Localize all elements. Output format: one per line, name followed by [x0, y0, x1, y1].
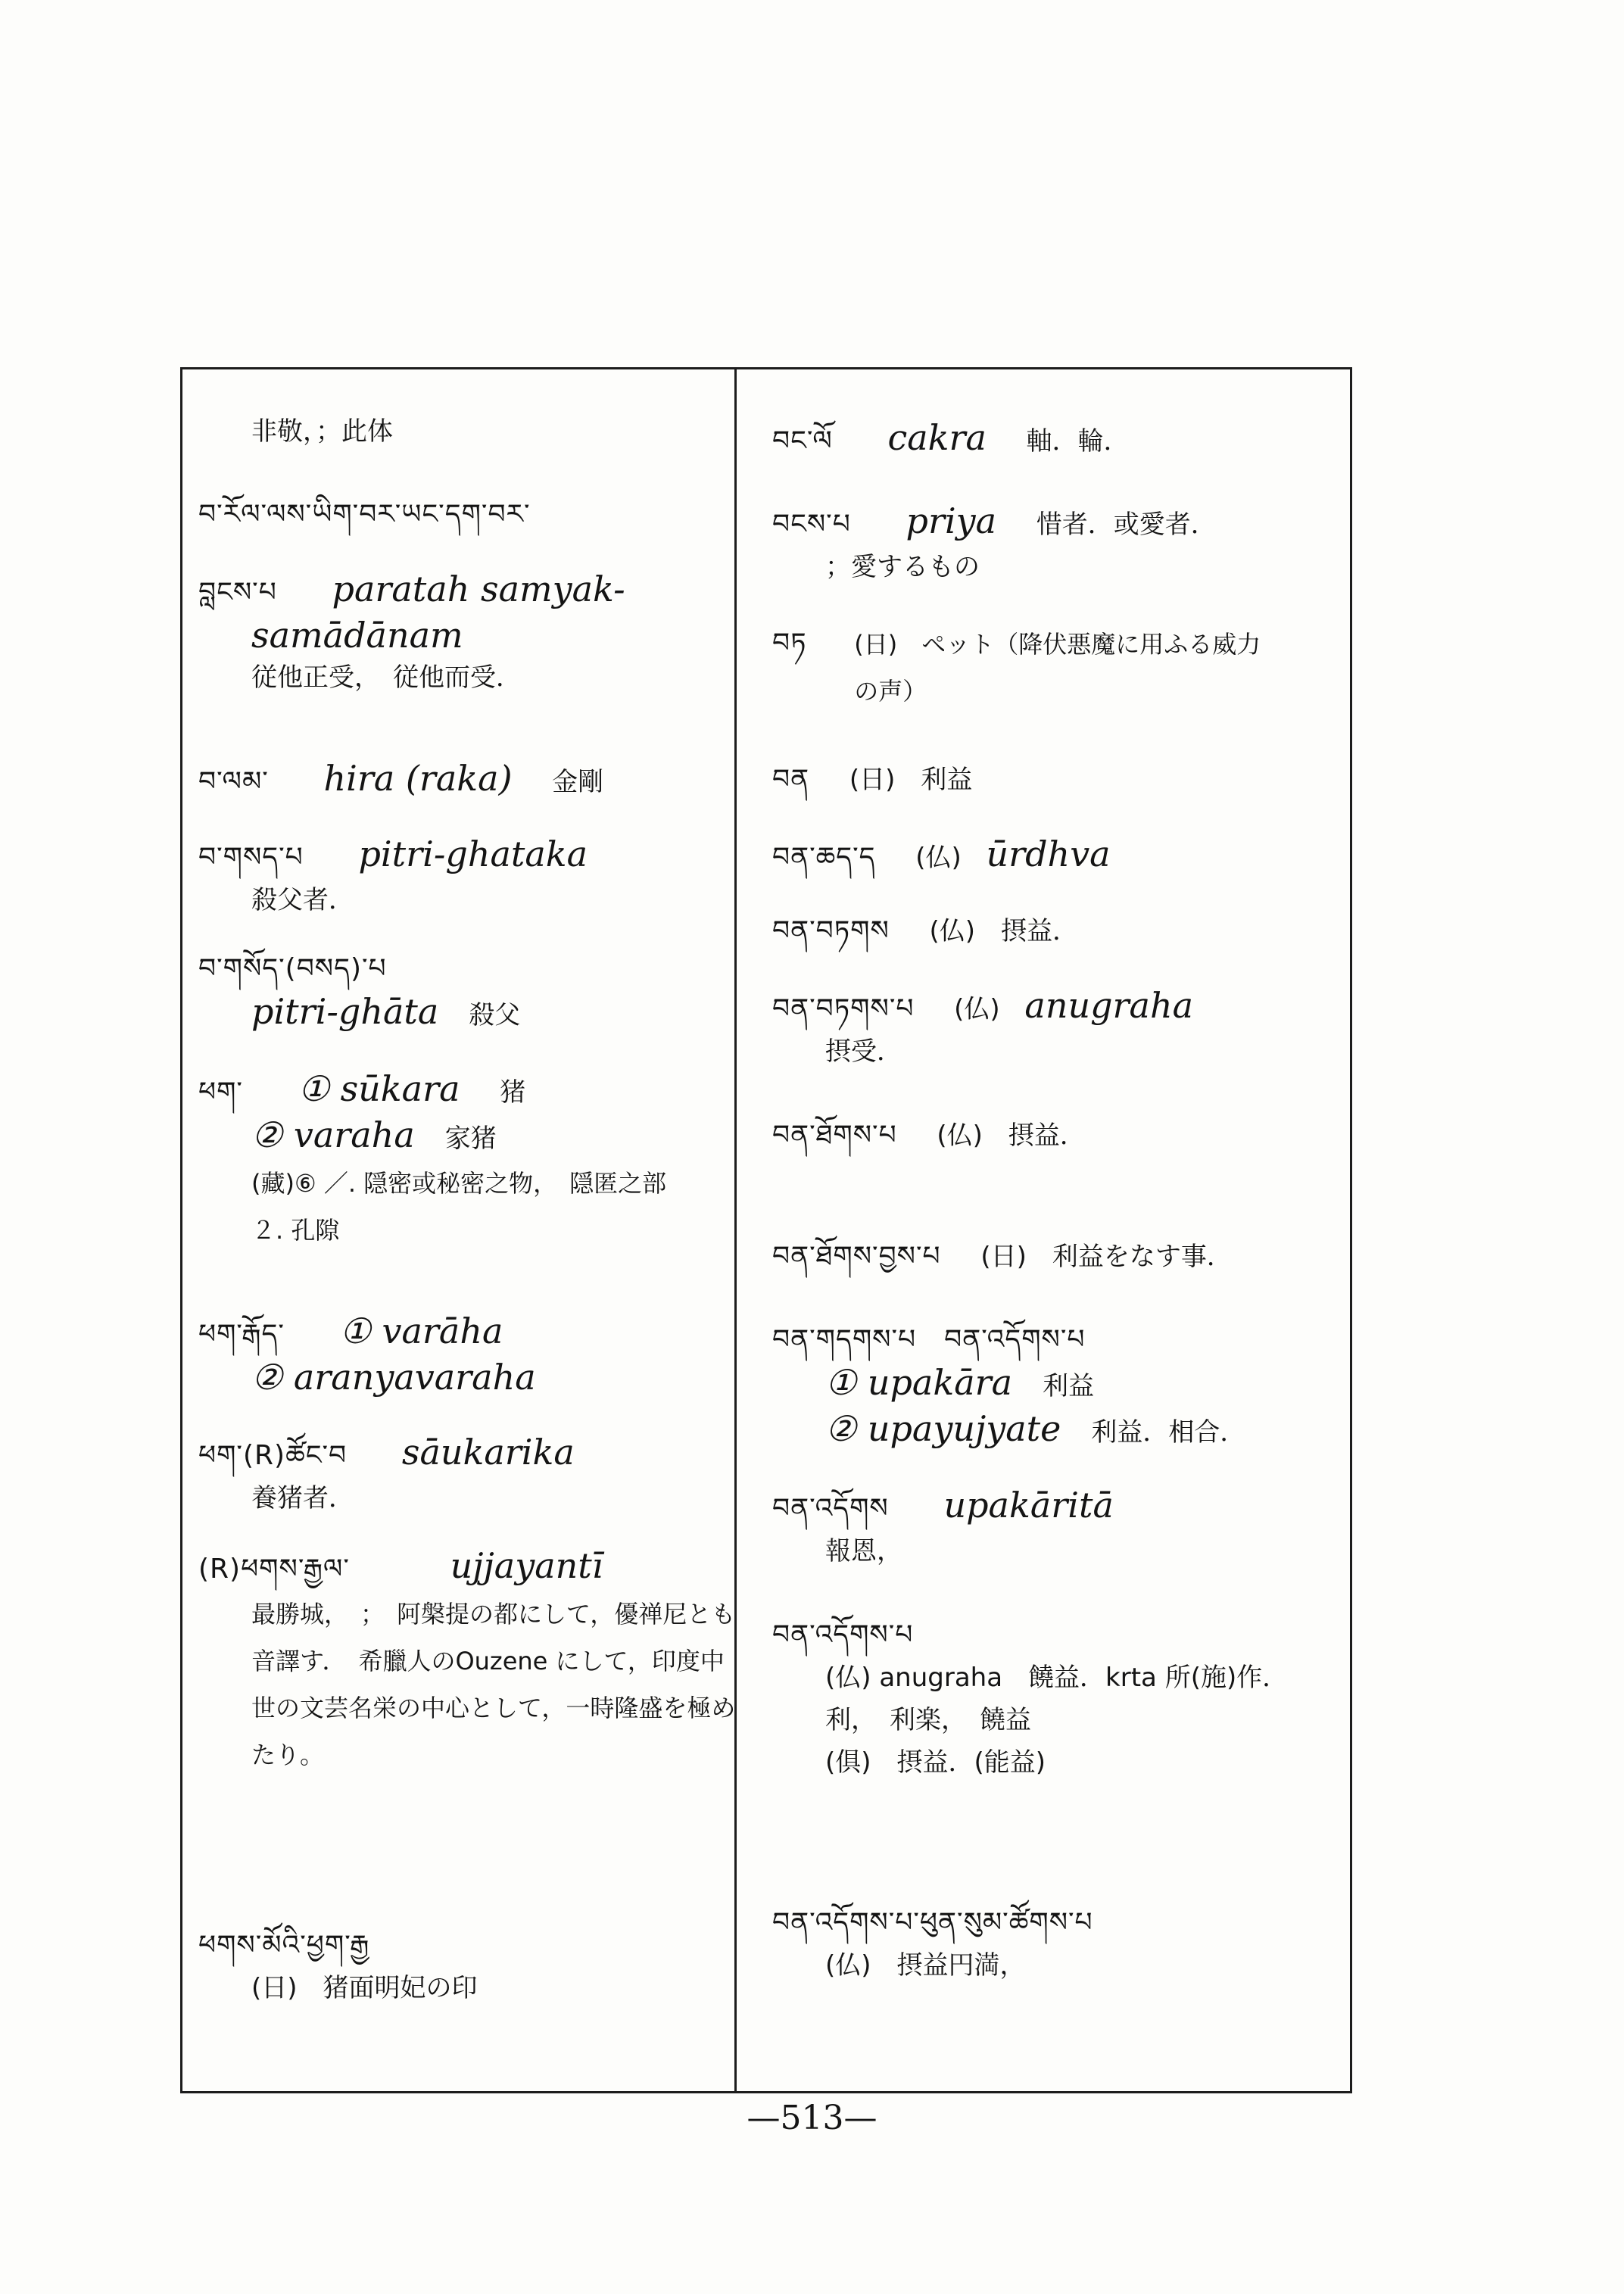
entry-gloss: 養猪者． [251, 1483, 354, 1513]
entry-tibetan: བན་ཐོགས་པ [772, 1120, 897, 1151]
entry-sanskrit: upakāritā [943, 1485, 1114, 1526]
dict-entry [198, 1544, 736, 1778]
entry-gloss: 非敬，；此体 [251, 416, 393, 447]
entry-gloss: (仏) anugraha 饒益．krta 所(施)作． [825, 1663, 1289, 1693]
entry-tibetan: བན་གདགས་པ བན་འདོགས་པ [772, 1324, 1086, 1355]
entry-tibetan: བན་འདོགས [772, 1493, 889, 1524]
dict-entry [198, 492, 728, 536]
dict-entry [198, 946, 728, 1036]
entry-sanskrit: sāukarika [401, 1432, 575, 1473]
dict-entry [772, 1900, 1340, 1987]
entry-sanskrit: priya [906, 500, 997, 541]
entry-gloss: (仏) [954, 994, 1000, 1024]
dict-entry [198, 1431, 728, 1519]
entry-gloss: (仏) 摂益円満， [825, 1950, 1026, 1981]
entry-gloss: 殺父者． [251, 885, 354, 915]
entry-gloss: 金剛 [552, 767, 604, 797]
entry-sanskrit-cont: samādānam [251, 615, 463, 656]
entry-sanskrit: ūrdhva [986, 834, 1111, 874]
entry-gloss: 軸．輪． [1026, 426, 1130, 457]
entry-tibetan: བཏ [772, 628, 807, 659]
entry-gloss-3: (俱) 摂益．(能益) [825, 1747, 1046, 1778]
dict-entry [772, 416, 1340, 463]
entry-gloss-2: 摂受． [825, 1036, 902, 1067]
entry-sanskrit [251, 990, 728, 1036]
entry-tibetan: བང་ལོ [772, 425, 833, 457]
entry-sanskrit-text: ② upayujyate [825, 1408, 1061, 1449]
entry-gloss-2: 利， 利楽， 饒益 [825, 1705, 1031, 1735]
dict-entry [772, 1234, 1340, 1278]
dict-entry [772, 909, 1340, 952]
entry-sanskrit: ① sūkara [298, 1068, 460, 1109]
dict-entry [198, 409, 728, 453]
dict-entry [198, 833, 728, 921]
dict-entry [772, 757, 1340, 801]
entry-sanskrit: anugraha [1024, 985, 1194, 1026]
entry-sanskrit-text: ② varaha [251, 1114, 415, 1155]
entry-sanskrit: hira (raka) [323, 758, 513, 799]
dict-entry [198, 1068, 728, 1254]
entry-note: 最勝城， ； 阿槃提の都にして，優禅尼とも音譯す． 希臘人のOuzene にして，印度中世の文芸名栄の中心として，一時隆盛を極めたり。 [251, 1600, 736, 1769]
entry-tibetan: བ་གསད་པ [198, 842, 304, 873]
entry-tibetan: ཕགས་མོའི་ཕྱག་རྒྱ [198, 1930, 370, 1961]
dict-entry [772, 1113, 1340, 1157]
entry-tibetan: ཕག་རྒོད་ [198, 1319, 285, 1350]
entry-gloss-2: ；愛するもの [825, 552, 980, 582]
dict-entry [198, 1923, 728, 2009]
dict-entry [772, 500, 1340, 588]
entry-gloss: 家猪 [444, 1124, 497, 1154]
entry-gloss: (日) ペット（降伏悪魔に用ふる威力の声） [854, 630, 1261, 706]
entry-gloss: 利益 [1043, 1371, 1095, 1401]
entry-sanskrit: paratah samyak- [332, 569, 625, 609]
dict-entry [198, 757, 728, 803]
entry-tibetan: བན་འདོགས་པ [772, 1619, 914, 1650]
entry-gloss: (日) 猪面明妃の印 [251, 1973, 478, 2003]
entry-sanskrit-text: pitri-ghāta [251, 991, 439, 1032]
entry-tibetan: བ་ཪོལ་ལས་ཡིག་བར་ཡང་དག་བར་ [198, 499, 531, 530]
dict-entry [198, 1310, 728, 1398]
entry-tibetan: བན་ཆད་ད [772, 842, 876, 873]
entry-gloss: (日) 利益をなす事． [980, 1242, 1233, 1272]
entry-sanskrit: ① varāha [339, 1311, 503, 1351]
entry-sanskrit: ujjayantī [450, 1545, 603, 1586]
entry-tibetan: བངས་པ [772, 509, 851, 540]
page-number: —513— [747, 2099, 877, 2137]
entry-tibetan: བ་གསོད་(བསད)་པ [198, 953, 387, 984]
entry-tibetan: བན་བཏགས་པ [772, 993, 915, 1024]
dict-entry [772, 984, 1340, 1073]
dict-entry [772, 1613, 1340, 1784]
entry-tibetan: ཕག་ [198, 1077, 243, 1108]
entry-tibetan: བན་འདོགས་པ་ཕུན་སུམ་ཚོགས་པ [772, 1907, 1093, 1938]
entry-tibetan: བླངས་པ [198, 577, 277, 608]
entry-sanskrit-2 [251, 1114, 728, 1160]
entry-sanskrit-2 [825, 1407, 1340, 1454]
entry-sanskrit-text: ① upakāra [825, 1362, 1013, 1403]
entry-tibetan: (R)ཕགས་རྒྱལ་ [198, 1554, 350, 1585]
entry-gloss: 惜者．或愛者． [1036, 510, 1217, 540]
entry-tibetan: ཕག་(R)ཚོང་བ [198, 1440, 348, 1471]
entry-gloss: 報恩， [825, 1536, 902, 1566]
entry-sanskrit [825, 1361, 1340, 1407]
dict-entry [772, 621, 1340, 715]
entry-sanskrit: pitri-ghataka [358, 834, 588, 874]
dict-entry [772, 1317, 1340, 1454]
entry-tibetan: བན [772, 764, 810, 795]
entry-gloss: (仏) 摂益． [937, 1121, 1086, 1151]
entry-gloss: 殺父 [469, 1000, 521, 1030]
entry-gloss: (日) 利益 [849, 765, 973, 795]
entry-gloss: (仏) [915, 843, 962, 873]
dict-entry [772, 833, 1340, 879]
entry-gloss: 猪 [500, 1077, 526, 1108]
dict-entry [772, 1484, 1340, 1572]
dict-entry [198, 568, 728, 699]
entry-sanskrit-2: ② aranyavaraha [251, 1357, 536, 1398]
entry-note: (藏)⑥ ／. 隠密或秘密之物， 隠匿之部 ２. 孔隙 [251, 1169, 715, 1245]
entry-gloss: 従他正受， 従他而受． [251, 662, 522, 693]
entry-sanskrit: cakra [887, 417, 987, 458]
entry-tibetan: བན་ཐོགས་བྱས་པ [772, 1241, 941, 1272]
entry-gloss: 利益．相合． [1091, 1417, 1246, 1448]
entry-tibetan: བན་བཏགས [772, 915, 890, 946]
entry-gloss: (仏) 摂益． [929, 916, 1079, 946]
entry-tibetan: བ་ལམ་ [198, 766, 269, 797]
